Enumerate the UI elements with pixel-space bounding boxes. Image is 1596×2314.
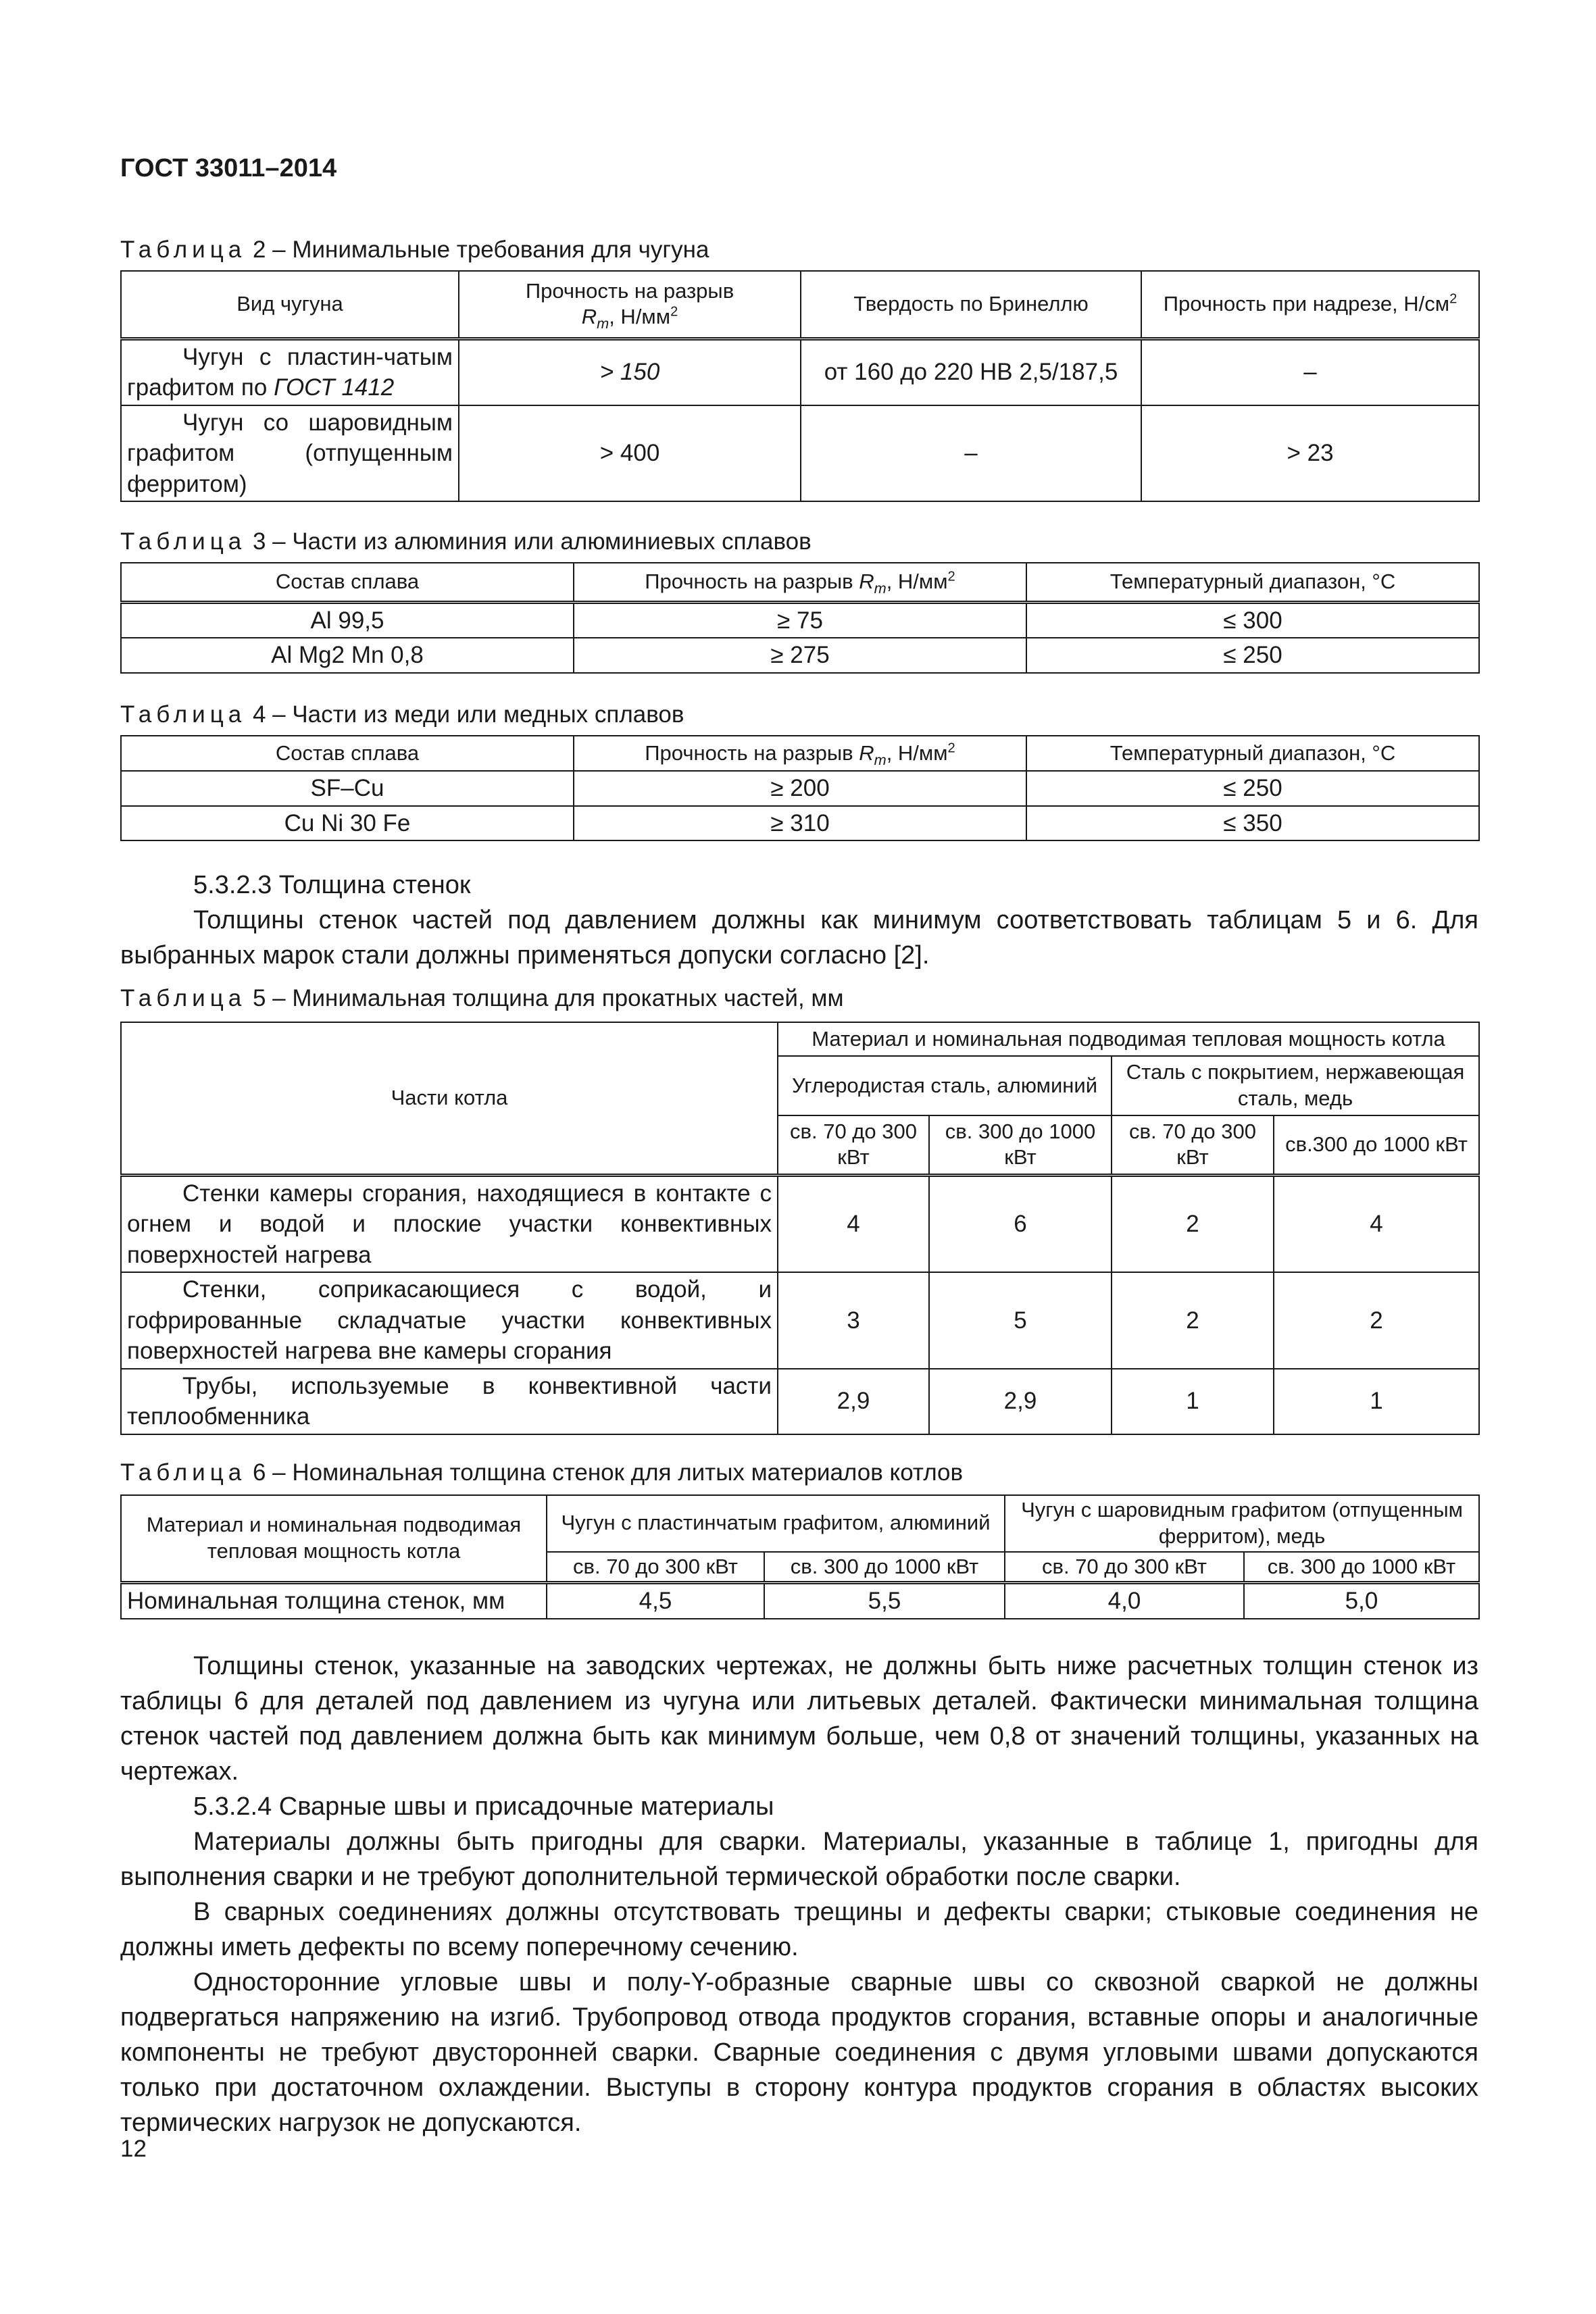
table4-cell-temp: ≤ 250 <box>1026 771 1479 806</box>
table5-cell-value: 2 <box>1112 1175 1274 1272</box>
table3-caption-word: Таблица <box>120 528 247 555</box>
table5-header-p4: св.300 до 1000 кВт <box>1274 1115 1479 1175</box>
table6-cell-value: 4,0 <box>1005 1583 1244 1619</box>
table5-header-row <box>121 1022 1479 1056</box>
section-5323 <box>120 867 1478 973</box>
table5-cell-part: Стенки камеры сгорания, находящиеся в контакте с огнем и водой и плоские участки конвективных поверхностей нагрева <box>121 1175 778 1272</box>
table4-caption-text: 4 – Части из меди или медных сплавов <box>252 701 684 728</box>
paragraph: Толщины стенок, указанные на заводских чертежах, не должны быть ниже расчетных толщин стенок из таблицы 6 для деталей под давлением из чугуна или литьевых деталей. Фактически минимальная толщина стенок частей под давлением должна быть как минимум больше, чем 0,8 от значений толщины, указанных на чертежах. <box>120 1652 1478 1786</box>
table5-cell-value: 5 <box>929 1272 1112 1369</box>
table6-caption-text: 6 – Номинальная толщина стенок для литых материалов котлов <box>252 1459 964 1486</box>
table-row <box>121 638 1479 673</box>
table3-cell-alloy: Al Mg2 Mn 0,8 <box>121 638 574 673</box>
table4-cell-strength: ≥ 310 <box>574 806 1026 841</box>
table6-header-p4: св. 300 до 1000 кВт <box>1244 1552 1479 1583</box>
table5-header-group: Материал и номинальная подводимая тепловая мощность котла <box>778 1022 1479 1056</box>
table2-header-row <box>121 271 1479 338</box>
table-row <box>121 405 1479 502</box>
table5-header-p2: св. 300 до 1000 кВт <box>929 1115 1112 1175</box>
table5-header-coated: Сталь с покрытием, нержавеющая сталь, медь <box>1112 1056 1479 1115</box>
table5-cell-value: 6 <box>929 1175 1112 1272</box>
table6-caption <box>120 1459 963 1486</box>
table5-cell-value: 2,9 <box>929 1369 1112 1434</box>
table3-caption-text: 3 – Части из алюминия или алюминиевых сплавов <box>252 528 812 555</box>
table5-cell-value: 3 <box>778 1272 929 1369</box>
table5-header-parts: Части котла <box>121 1022 778 1175</box>
table-row <box>121 806 1479 841</box>
table6-cell-label: Номинальная толщина стенок, мм <box>121 1583 547 1619</box>
table3-header-temp: Температурный диапазон, °С <box>1026 563 1479 602</box>
table2-caption <box>120 236 709 263</box>
table-row <box>121 1272 1479 1369</box>
table2-cell-hardness: от 160 до 220 HB 2,5/187,5 <box>801 338 1141 405</box>
section-5323-heading: 5.3.2.3 Толщина стенок <box>193 871 471 899</box>
table4-header-strength: Прочность на разрыв $R_m$, $Н/мм^2$ <box>574 736 1026 771</box>
table6-header-row <box>121 1495 1479 1552</box>
paragraph: Односторонние угловые швы и полу-Y-образные сварные швы со сквозной сваркой не должны подвергаться напряжению на изгиб. Трубопровод отвода продуктов сгорания, вставные опоры и аналогичные компоненты не требуют двусторонней сварки. Сварные соединения с двумя угловыми швами допускаются только при достаточном охлаждении. Выступы в сторону контура продуктов сгорания в областях высоких термических нагрузок не допускаются. <box>120 1968 1478 2137</box>
table6-cell-value: 5,0 <box>1244 1583 1479 1619</box>
table6-header-p3: св. 70 до 300 кВт <box>1005 1552 1244 1583</box>
table5-cell-value: 1 <box>1274 1369 1479 1434</box>
table3-caption <box>120 528 812 555</box>
table5-cell-value: 1 <box>1112 1369 1274 1434</box>
table2-cell-type: Чугун с пластин-чатым графитом по ГОСТ 1412 <box>121 338 459 405</box>
paragraph: Материалы должны быть пригодны для сварки. Материалы, указанные в таблице 1, пригодны для выполнения сварки и не требуют дополнительной термической обработки после сварки. <box>120 1828 1478 1891</box>
table-row <box>121 338 1479 405</box>
table3-header-row <box>121 563 1479 602</box>
table3-cell-temp: ≤ 300 <box>1026 602 1479 638</box>
table3 <box>120 562 1480 674</box>
table2-header-notch: Прочность при надрезе, $Н/см^2$ <box>1141 271 1479 338</box>
table3-header-alloy: Состав сплава <box>121 563 574 602</box>
table2-caption-word: Таблица <box>120 236 247 263</box>
table6-header-p1: св. 70 до 300 кВт <box>547 1552 764 1583</box>
table3-cell-strength: ≥ 75 <box>574 602 1026 638</box>
table-row <box>121 602 1479 638</box>
body-text <box>120 1649 1478 2140</box>
table5-cell-value: 2 <box>1112 1272 1274 1369</box>
table3-cell-alloy: Al 99,5 <box>121 602 574 638</box>
table5-header-p3: св. 70 до 300 кВт <box>1112 1115 1274 1175</box>
table-row <box>121 1369 1479 1434</box>
table2-cell-notch: – <box>1141 338 1479 405</box>
table4-header-row <box>121 736 1479 771</box>
table5-cell-value: 4 <box>778 1175 929 1272</box>
table4-header-alloy: Состав сплава <box>121 736 574 771</box>
table2-cell-strength: > 150 <box>459 338 801 405</box>
table2-header-hardness: Твердость по Бринеллю <box>801 271 1141 338</box>
page-number: 12 <box>120 2136 147 2162</box>
table2-cell-strength: > 400 <box>459 405 801 502</box>
table-row <box>121 1583 1479 1619</box>
table6-header-lamellar: Чугун с пластинчатым графитом, алюминий <box>547 1495 1005 1552</box>
table5-header-p1: св. 70 до 300 кВт <box>778 1115 929 1175</box>
table6-header-p2: св. 300 до 1000 кВт <box>764 1552 1005 1583</box>
table2-cell-hardness: – <box>801 405 1141 502</box>
document-code: ГОСТ 33011–2014 <box>120 154 337 182</box>
table4-caption-word: Таблица <box>120 701 247 728</box>
table5-caption <box>120 985 844 1012</box>
table2-header-type: Вид чугуна <box>121 271 459 338</box>
table3-cell-temp: ≤ 250 <box>1026 638 1479 673</box>
table2-cell-type: Чугун со шаровидным графитом (отпущенным ферритом) <box>121 405 459 502</box>
table4-caption <box>120 701 684 728</box>
table4-cell-strength: ≥ 200 <box>574 771 1026 806</box>
paragraph: В сварных соединениях должны отсутствовать трещины и дефекты сварки; стыковые соединения не должны иметь дефекты по всему поперечному сечению. <box>120 1898 1478 1961</box>
table5-header-carbon: Углеродистая сталь, алюминий <box>778 1056 1112 1115</box>
table5-cell-value: 2 <box>1274 1272 1479 1369</box>
table6-caption-word: Таблица <box>120 1459 247 1486</box>
table5-caption-text: 5 – Минимальная толщина для прокатных частей, мм <box>252 985 844 1011</box>
table4-cell-alloy: SF–Cu <box>121 771 574 806</box>
table5-cell-value: 2,9 <box>778 1369 929 1434</box>
table6 <box>120 1494 1480 1619</box>
table2 <box>120 270 1480 502</box>
section-5323-text: Толщины стенок частей под давлением должны как минимум соответствовать таблицам 5 и 6. Для выбранных марок стали должны применяться допуски согласно [2]. <box>120 906 1478 970</box>
table4-cell-temp: ≤ 350 <box>1026 806 1479 841</box>
table5-cell-part: Стенки, соприкасающиеся с водой, и гофрированные складчатые участки конвективных поверхностей нагрева вне камеры сгорания <box>121 1272 778 1369</box>
table3-cell-strength: ≥ 275 <box>574 638 1026 673</box>
table6-cell-value: 5,5 <box>764 1583 1005 1619</box>
table4-cell-alloy: Cu Ni 30 Fe <box>121 806 574 841</box>
table2-cell-notch: > 23 <box>1141 405 1479 502</box>
table3-header-strength: Прочность на разрыв $R_m$, $Н/мм^2$ <box>574 563 1026 602</box>
table5-cell-value: 4 <box>1274 1175 1479 1272</box>
table2-caption-text: 2 – Минимальные требования для чугуна <box>252 236 709 263</box>
table5-cell-part: Трубы, используемые в конвективной части теплообменника <box>121 1369 778 1434</box>
table5 <box>120 1022 1480 1435</box>
table6-header-material: Материал и номинальная подводимая тепловая мощность котла <box>121 1495 547 1583</box>
table6-header-spheroid: Чугун с шаровидным графитом (отпущенным ферритом), медь <box>1005 1495 1479 1552</box>
table2-header-strength: Прочность на разрыв $R_m$, $Н/мм^2$ <box>459 271 801 338</box>
section-5324-heading: 5.3.2.4 Сварные швы и присадочные материалы <box>193 1792 774 1821</box>
table4-header-temp: Температурный диапазон, °С <box>1026 736 1479 771</box>
table-row <box>121 771 1479 806</box>
table-row <box>121 1175 1479 1272</box>
table6-cell-value: 4,5 <box>547 1583 764 1619</box>
table4 <box>120 735 1480 841</box>
table5-caption-word: Таблица <box>120 985 247 1011</box>
